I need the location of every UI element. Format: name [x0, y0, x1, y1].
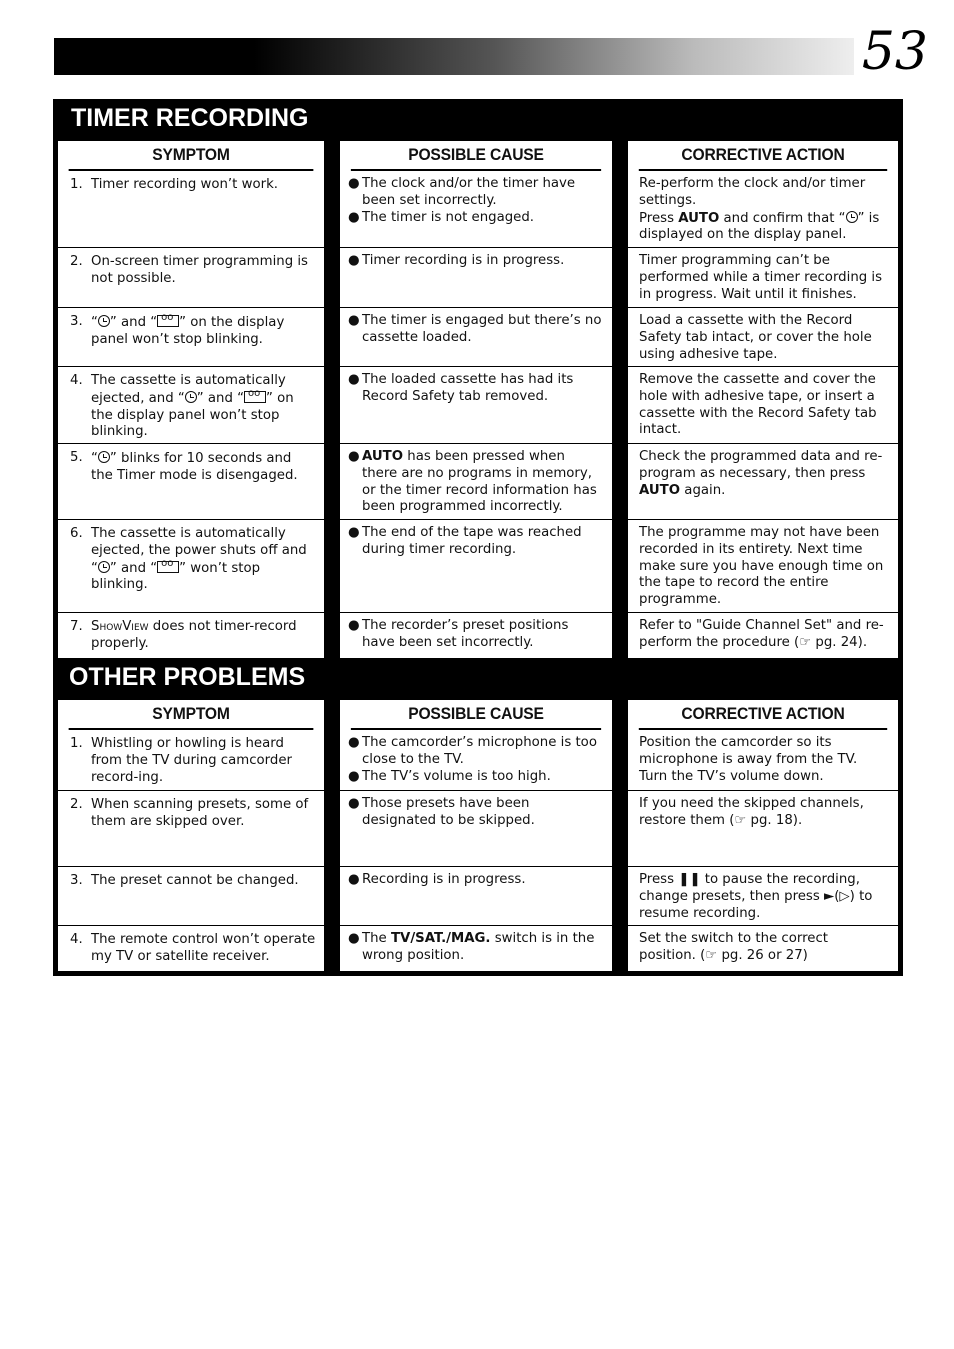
timer-action-column — [628, 141, 898, 658]
table-row: Position the camcorder so its microphone is away from the TV. Turn the TV’s volume down. — [639, 735, 858, 784]
bullet-icon: ● — [348, 768, 360, 784]
timer-symptom-column — [58, 141, 324, 658]
table-row: ● The loaded cassette has had its Record Safety tab removed. — [340, 366, 612, 443]
table-row: Set the switch to the correct position. (☞ pg. 26 or 27) — [628, 925, 898, 971]
bullet-icon: ● — [348, 931, 360, 946]
other-action-column — [628, 700, 898, 971]
header-gradient-bar — [54, 38, 854, 75]
table-row: Load a cassette with the Record Safety tab intact, or cover the hole using adhesive tape. — [628, 307, 898, 366]
column-header-possible-cause: POSSIBLE CAUSE — [351, 700, 601, 730]
section-title-other-problems: OTHER PROBLEMS — [69, 663, 306, 691]
table-row: 1. Timer recording won’t work. — [70, 177, 279, 192]
table-row: If you need the skipped channels, restore them (☞ pg. 18). — [628, 790, 898, 866]
table-row: 6. The cassette is automatically ejected, the power shuts off and “ ” and “oo ” won’t stop blinking. — [58, 519, 324, 612]
table-row: ● AUTO has been pressed when there are no programs in memory, or the timer record information has been programmed incorrectly. — [340, 443, 612, 519]
timer-cause-column — [340, 141, 612, 658]
timer-clock-icon — [98, 561, 110, 573]
bullet-icon: ● — [348, 735, 360, 750]
table-row: 4. The remote control won’t operate my TV or satellite receiver. — [58, 925, 324, 971]
table-row: ● The camcorder’s microphone is too close to the TV. ● The TV’s volume is too high. — [348, 735, 597, 784]
other-symptom-column — [58, 700, 324, 971]
table-row: ● The recorder’s preset positions have been set incorrectly. — [340, 612, 612, 658]
cassette-icon — [157, 561, 179, 573]
table-row: ● The timer is engaged but there’s no cassette loaded. — [340, 307, 612, 366]
table-row: ● Recording is in progress. — [340, 866, 612, 925]
cassette-icon — [244, 391, 266, 403]
table-row: 7. ShowView does not timer-record properly. — [58, 612, 324, 658]
table-row: 2. When scanning presets, some of them are skipped over. — [58, 790, 324, 866]
column-header-possible-cause: POSSIBLE CAUSE — [351, 141, 601, 171]
bullet-icon: ● — [348, 796, 360, 811]
table-row: 4. The cassette is automatically ejected, and “ ” and “oo ” on the display panel won’t stop blinking. — [58, 366, 324, 443]
timer-clock-icon — [846, 211, 858, 223]
bullet-icon: ● — [348, 313, 360, 328]
timer-clock-icon — [98, 451, 110, 463]
bullet-icon: ● — [348, 618, 360, 633]
column-header-symptom: SYMPTOM — [69, 700, 314, 730]
bullet-icon: ● — [348, 253, 360, 268]
column-header-corrective-action: CORRECTIVE ACTION — [639, 141, 887, 171]
bullet-icon: ● — [348, 449, 360, 464]
timer-clock-icon — [185, 391, 197, 403]
table-row: Timer programming can’t be performed while a timer recording is in progress. Wait until it finishes. — [628, 247, 898, 307]
timer-clock-icon — [98, 315, 110, 327]
table-row: Remove the cassette and cover the hole with adhesive tape, or insert a cassette with the Record Safety tab intact. — [628, 366, 898, 443]
bullet-icon: ● — [348, 525, 360, 540]
table-row: 2. On-screen timer programming is not possible. — [58, 247, 324, 307]
table-row: ● The TV/SAT./MAG. switch is in the wrong position. — [340, 925, 612, 971]
bullet-icon: ● — [348, 372, 360, 387]
column-header-symptom: SYMPTOM — [69, 141, 314, 171]
table-row: ● Those presets have been designated to be skipped. — [340, 790, 612, 866]
table-row: Check the programmed data and re-program as necessary, then press AUTO again. — [628, 443, 898, 519]
table-row: 1. Whistling or howling is heard from the TV during camcorder record-ing. — [70, 736, 292, 785]
other-cause-column — [340, 700, 612, 971]
table-row: 3. “ ” and “oo ” on the display panel won’t stop blinking. — [58, 307, 324, 366]
table-row: Refer to "Guide Channel Set" and re-perform the procedure (☞ pg. 24). — [628, 612, 898, 658]
table-row: ● The clock and/or the timer have been set incorrectly. ● The timer is not engaged. — [348, 176, 576, 225]
bullet-icon: ● — [348, 176, 360, 191]
table-row: 3. The preset cannot be changed. — [58, 866, 324, 925]
bullet-icon: ● — [348, 872, 360, 887]
cassette-icon — [157, 315, 179, 327]
column-header-corrective-action: CORRECTIVE ACTION — [639, 700, 887, 730]
table-row: ● Timer recording is in progress. — [340, 247, 612, 307]
page-number: 53 — [861, 22, 928, 82]
bullet-icon: ● — [348, 209, 360, 225]
table-row: 5. “ ” blinks for 10 seconds and the Timer mode is disengaged. — [58, 443, 324, 519]
table-row: The programme may not have been recorded in its entirety. Next time make sure you have enough time on the tape to record the entire programme. — [628, 519, 898, 612]
table-row: Press ❚❚ to pause the recording, change presets, then press ►(▷) to resume recording. — [628, 866, 898, 925]
table-row: ● The end of the tape was reached during timer recording. — [340, 519, 612, 612]
section-title-timer-recording: TIMER RECORDING — [71, 104, 309, 132]
troubleshooting-panel — [53, 99, 903, 976]
table-row: Re-perform the clock and/or timer settings. Press AUTO and confirm that “ ” is displayed on the display panel. — [639, 176, 880, 243]
